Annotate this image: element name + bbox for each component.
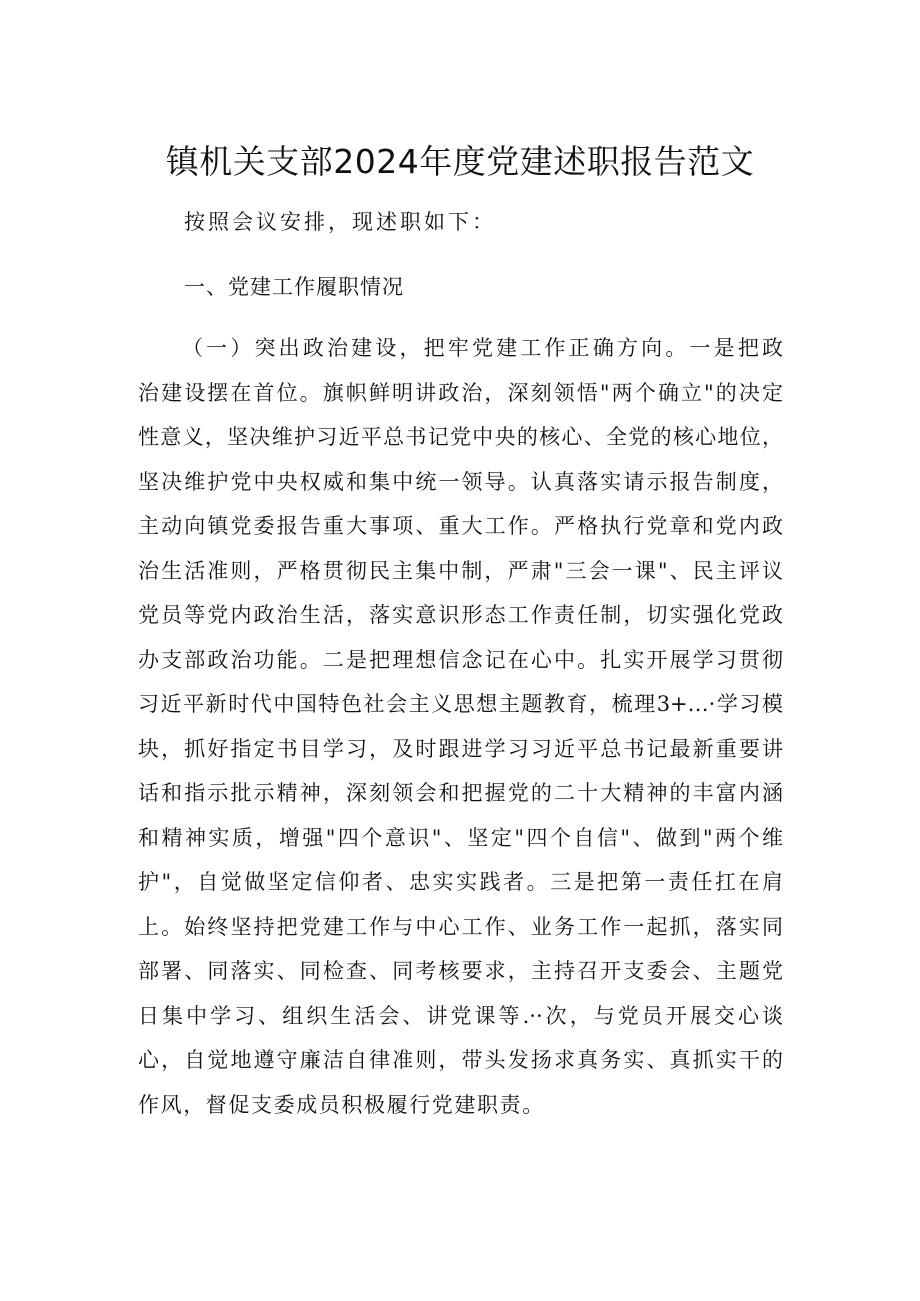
paragraph-line: 上。始终坚持把党建工作与中心工作、业务工作一起抓，落实同	[138, 914, 783, 939]
intro-paragraph: 按照会议安排，现述职如下：	[184, 210, 496, 234]
paragraph-line: 坚决维护党中央权威和集中统一领导。认真落实请示报告制度，	[138, 469, 783, 494]
paragraph-line: 和精神实质，增强"四个意识"、坚定"四个自信"、做到"两个维	[138, 825, 783, 850]
paragraph-line: 治生活准则，严格贯彻民主集中制，严肃"三会一课"、民主评议	[138, 558, 783, 583]
paragraph-line: 主动向镇党委报告重大事项、重大工作。严格执行党章和党内政	[138, 514, 783, 538]
paragraph-line: 块，抓好指定书目学习，及时跟进学习习近平总书记最新重要讲	[138, 736, 783, 761]
section-heading: 一、党建工作履职情况	[184, 275, 404, 299]
paragraph-line: 心，自觉地遵守廉洁自律准则，带头发扬求真务实、真抓实干的	[138, 1048, 783, 1072]
body-paragraph	[138, 326, 783, 1127]
paragraph-line: 性意义，坚决维护习近平总书记党中央的核心、全党的核心地位，	[138, 425, 783, 449]
paragraph-line: 护"，自觉做坚定信仰者、忠实实践者。三是把第一责任扛在肩	[138, 870, 783, 894]
paragraph-line: 习近平新时代中国特色社会主义思想主题教育，梳理3+…·学习模	[138, 692, 783, 716]
paragraph-line: 部署、同落实、同检查、同考核要求，主持召开支委会、主题党	[138, 959, 783, 983]
paragraph-line: （一）突出政治建设，把牢党建工作正确方向。一是把政	[182, 336, 783, 360]
paragraph-line: 作风，督促支委成员积极履行党建职责。	[138, 1092, 545, 1117]
paragraph-line: 党员等党内政治生活，落实意识形态工作责任制，切实强化党政	[138, 603, 783, 627]
document-title: 镇机关支部2024年度党建述职报告范文	[165, 142, 755, 181]
paragraph-line: 话和指示批示精神，深刻领会和把握党的二十大精神的丰富内涵	[138, 781, 783, 805]
paragraph-line: 办支部政治功能。二是把理想信念记在心中。扎实开展学习贯彻	[138, 647, 783, 672]
paragraph-line: 治建设摆在首位。旗帜鲜明讲政治，深刻领悟"两个确立"的决定	[138, 380, 783, 405]
paragraph-line: 日集中学习、组织生活会、讲党课等.··次，与党员开展交心谈	[138, 1003, 783, 1028]
